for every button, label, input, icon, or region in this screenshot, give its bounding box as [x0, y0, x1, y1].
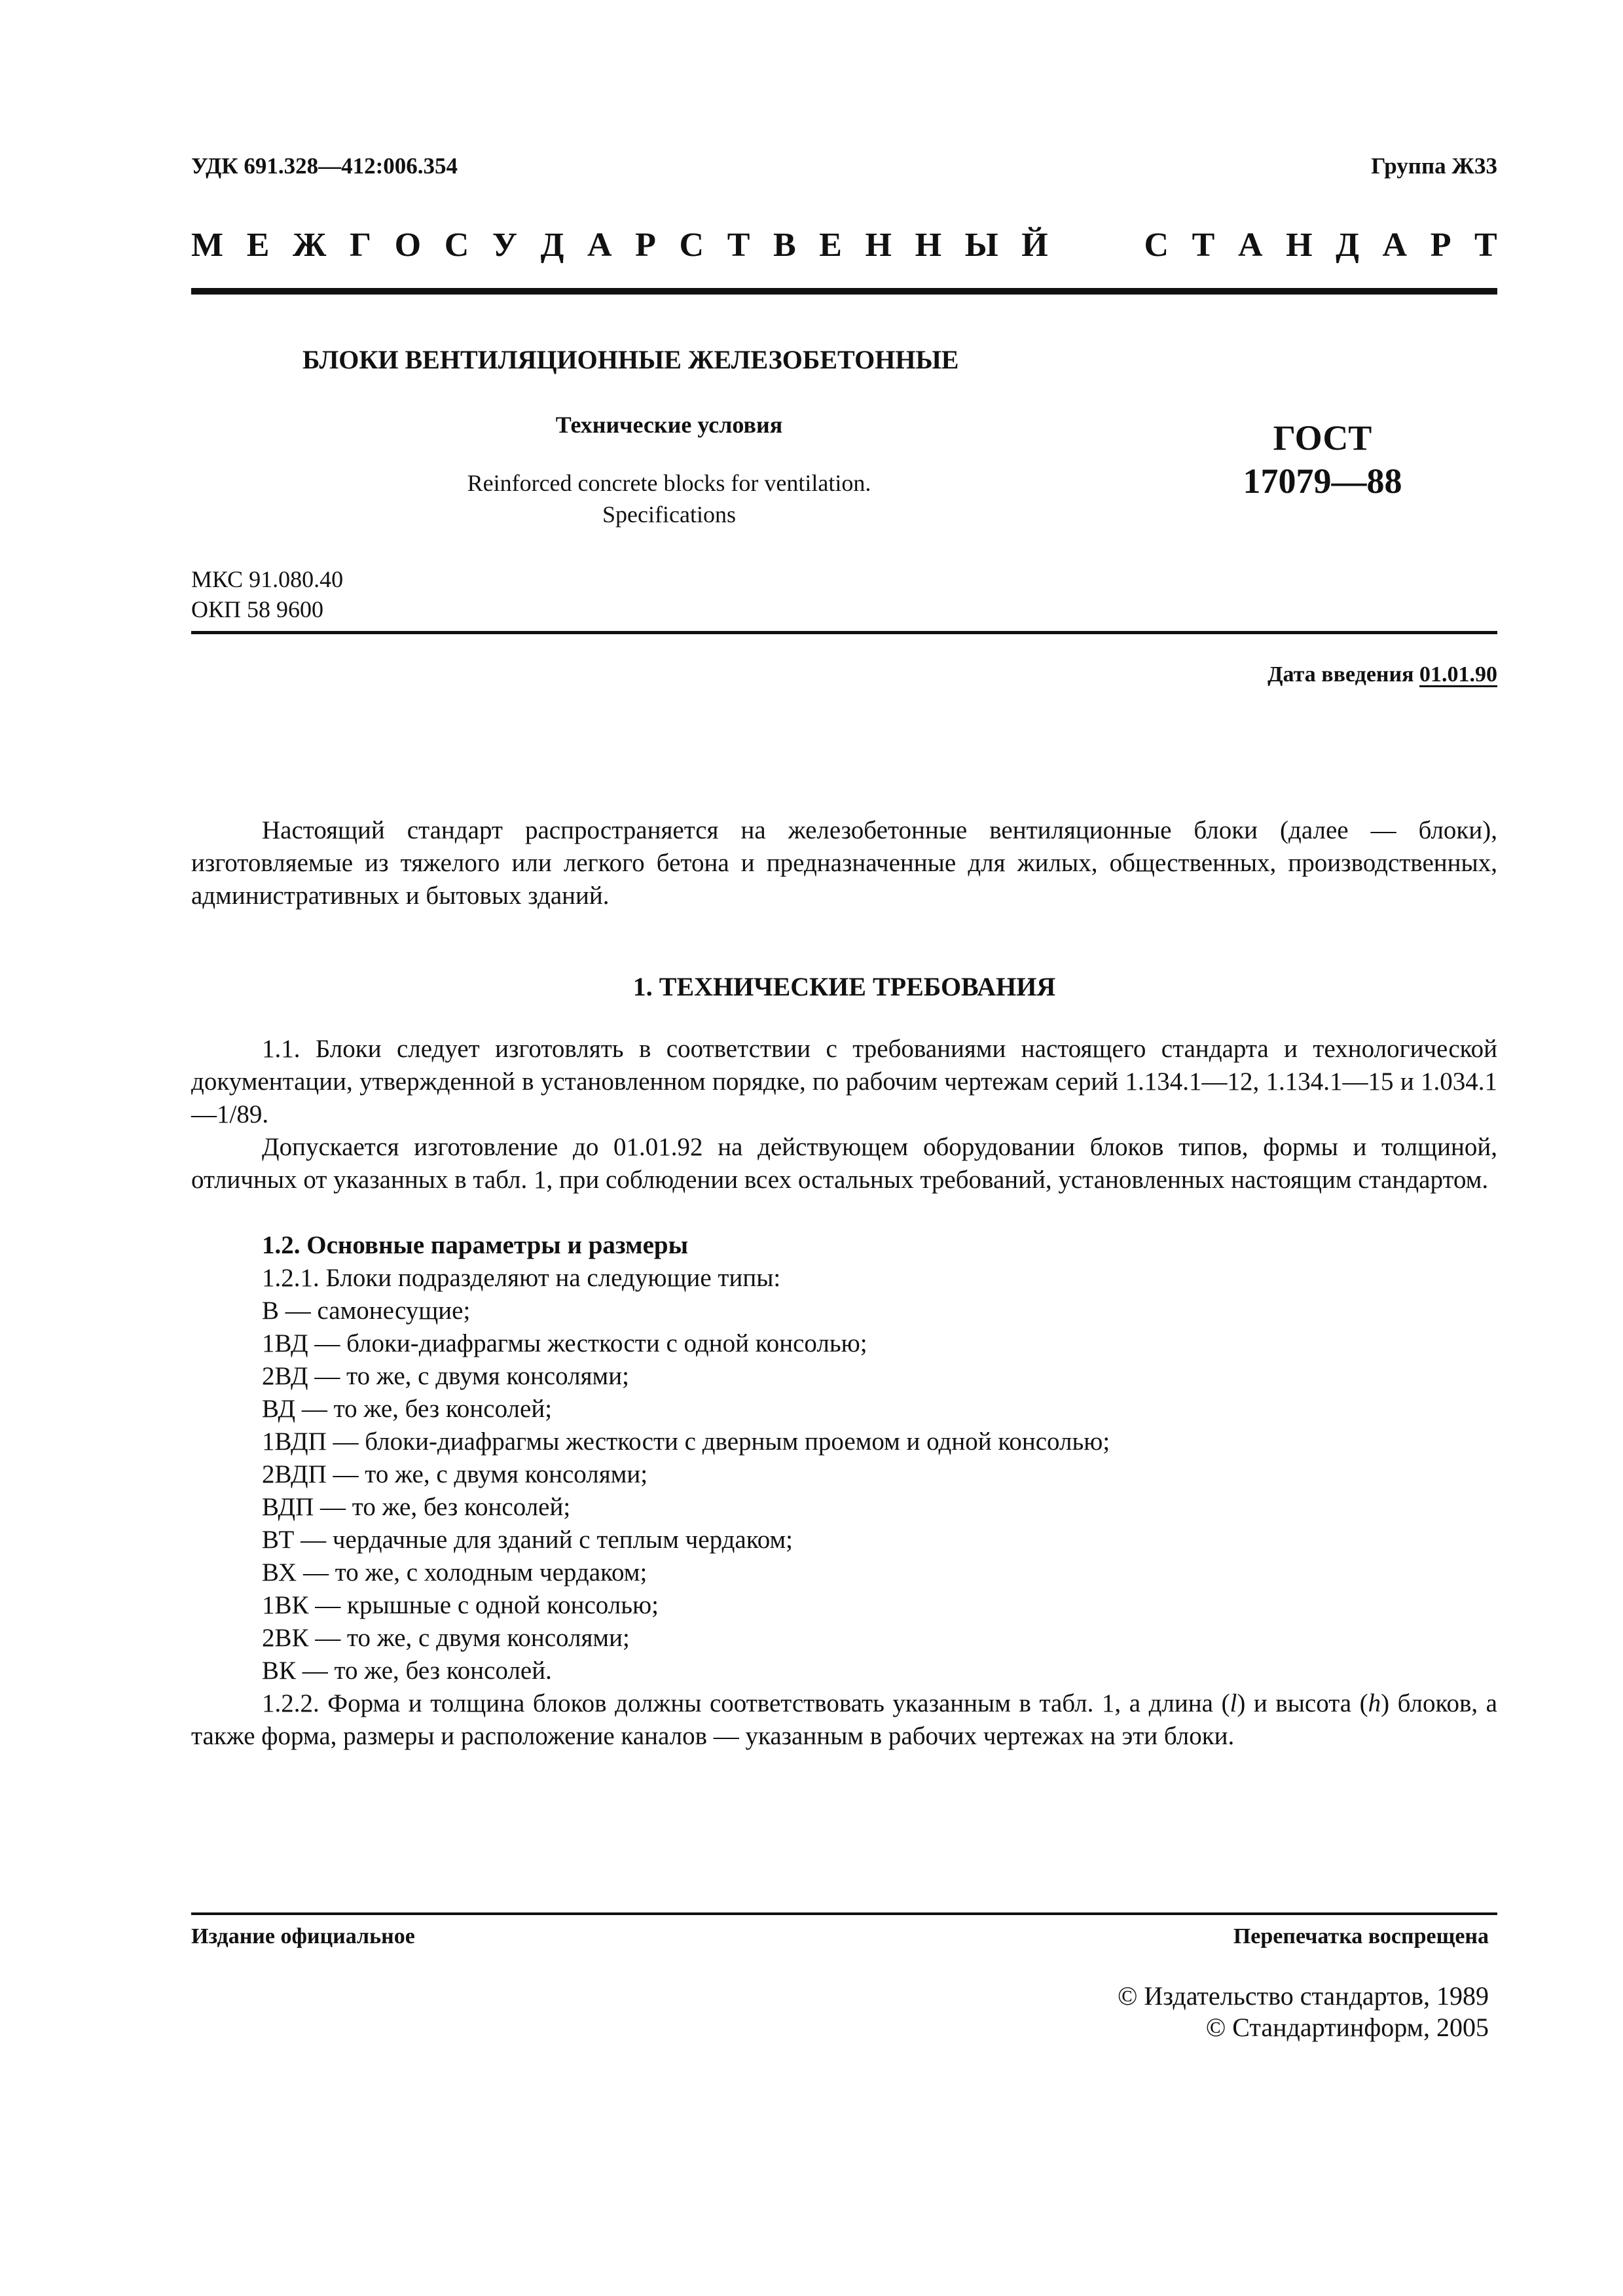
banner-letter: Н — [865, 226, 892, 264]
paragraph-1-1-permission: Допускается изготовление до 01.01.92 на действующем оборудовании блоков типов, формы и толщиной, отличных от указанных в табл. 1, при соблюдении всех остальных требований, установленных настоящим стандартом. — [191, 1133, 1497, 1194]
block-type-item: ВТ — чердачные для зданий с теплым чердаком; — [262, 1526, 793, 1554]
banner-letter: А — [587, 226, 612, 264]
block-type-item: 1ВК — крышные с одной консолью; — [262, 1591, 659, 1619]
banner-letter: Г — [349, 226, 372, 264]
paragraph-1-2-2: 1.2.2. Форма и толщина блоков должны соответствовать указанным в табл. 1, а длина (l) и высота (h) блоков, а также форма, размеры и расположение каналов — указанным в рабочих чертежах на эти блоки. — [191, 1689, 1497, 1750]
variable-symbol: h — [1368, 1689, 1381, 1717]
title-rule — [191, 631, 1497, 634]
block-types-list — [262, 1295, 1110, 1687]
banner-letter: С — [444, 226, 469, 264]
gost-label: ГОСТ — [1273, 418, 1372, 457]
banner-letter: Р — [635, 226, 656, 264]
udk-code: УДК 691.328—412:006.354 — [191, 153, 458, 179]
introduction-date — [1267, 662, 1497, 687]
english-title-line2: Specifications — [602, 501, 736, 528]
banner-letter: Е — [819, 226, 842, 264]
section-heading: 1. ТЕХНИЧЕСКИЕ ТРЕБОВАНИЯ — [632, 972, 1056, 1001]
banner-letter: О — [394, 226, 422, 264]
paragraph-1-1: 1.1. Блоки следует изготовлять в соответствии с требованиями настоящего стандарта и технологической документации, утвержденной в установленном порядке, по рабочим чертежам серий 1.134.1—12, 1.134.1—15 и 1.034.1—1/89. — [191, 1035, 1497, 1128]
banner-letter: Н — [915, 226, 942, 264]
mks-code: МКС 91.080.40 — [191, 566, 344, 592]
standard-banner — [191, 226, 1497, 264]
footer-rule — [191, 1912, 1497, 1915]
banner-letter — [1071, 226, 1084, 264]
block-type-item: ВД — то же, без консолей; — [262, 1395, 553, 1423]
banner-letter: Р — [1430, 226, 1451, 264]
date-value: 01.01.90 — [1419, 662, 1497, 687]
english-title — [302, 467, 1036, 530]
block-type-item: 2ВДП — то же, с двумя консолями; — [262, 1460, 648, 1488]
gost-code: 17079—88 — [1243, 461, 1402, 501]
reprint-prohibited: Перепечатка воспрещена — [1233, 1924, 1489, 1948]
copyright — [1118, 1981, 1489, 2043]
block-type-item: В — самонесущие; — [262, 1297, 471, 1325]
banner-letter: А — [1237, 226, 1263, 264]
block-type-item: 2ВД — то же, с двумя консолями; — [262, 1362, 629, 1390]
banner-letter: А — [1382, 226, 1408, 264]
official-edition: Издание официальное — [191, 1924, 415, 1948]
document-title: БЛОКИ ВЕНТИЛЯЦИОННЫЕ ЖЕЛЕЗОБЕТОННЫЕ — [302, 345, 959, 374]
banner-letter: М — [191, 226, 224, 264]
banner-letter: Е — [246, 226, 270, 264]
block-type-item: ВДП — то же, без консолей; — [262, 1493, 571, 1521]
intro-paragraph: Настоящий стандарт распространяется на железобетонные вентиляционные блоки (далее — блоки), изготовляемые из тяжелого или легкого бетона и предназначенные для жилых, общественных, производственных, административных и бытовых зданий. — [191, 816, 1497, 910]
document-subtitle: Технические условия — [555, 412, 783, 438]
block-type-item: ВК — то же, без консолей. — [262, 1657, 552, 1685]
banner-letter: Д — [1336, 226, 1359, 264]
banner-letter: Й — [1021, 226, 1048, 264]
block-type-item: ВХ — то же, с холодным чердаком; — [262, 1558, 647, 1587]
block-type-item: 1ВД — блоки-диафрагмы жесткости с одной консолью; — [262, 1329, 867, 1357]
classification-codes — [191, 564, 343, 624]
banner-letter: Т — [727, 226, 750, 264]
banner-letter: Ж — [292, 226, 327, 264]
english-title-line1: Reinforced concrete blocks for ventilation. — [467, 470, 871, 496]
banner-letter — [1108, 226, 1121, 264]
copyright-line2: © Стандартинформ, 2005 — [1205, 2013, 1489, 2042]
banner-letter: Д — [540, 226, 564, 264]
subsection-1-2: 1.2. Основные параметры и размеры — [262, 1231, 689, 1259]
variable-symbol: l — [1230, 1689, 1237, 1717]
banner-letter: Н — [1286, 226, 1313, 264]
okp-code: ОКП 58 9600 — [191, 596, 324, 622]
gost-number — [1139, 416, 1506, 503]
header-rule — [191, 288, 1497, 295]
banner-letter: Ы — [964, 226, 998, 264]
block-type-item: 1ВДП — блоки-диафрагмы жесткости с дверным проемом и одной консолью; — [262, 1427, 1110, 1456]
banner-letter: Т — [1192, 226, 1215, 264]
copyright-line1: © Издательство стандартов, 1989 — [1117, 1981, 1489, 2011]
paragraph-1-2-1: 1.2.1. Блоки подразделяют на следующие типы: — [262, 1264, 781, 1292]
banner-letter: С — [679, 226, 704, 264]
banner-letter: В — [773, 226, 796, 264]
banner-letter: У — [492, 226, 518, 264]
block-type-item: 2ВК — то же, с двумя консолями; — [262, 1624, 630, 1652]
date-label: Дата введения — [1267, 662, 1414, 687]
banner-letter: С — [1144, 226, 1169, 264]
banner-letter: Т — [1474, 226, 1497, 264]
group-code: Группа Ж33 — [1371, 153, 1497, 179]
